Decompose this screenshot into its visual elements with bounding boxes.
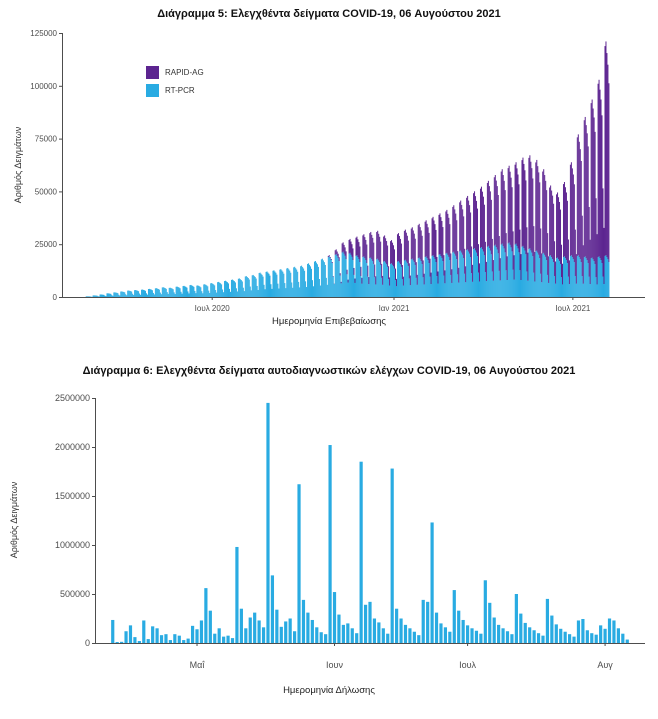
svg-text:Ιουλ 2020: Ιουλ 2020 — [194, 304, 230, 313]
chart5-y-axis-label: Αριθμός Δειγμάτων — [13, 126, 23, 204]
svg-text:500000: 500000 — [59, 589, 90, 599]
svg-text:1500000: 1500000 — [54, 491, 90, 501]
svg-text:Ιουν: Ιουν — [326, 660, 343, 670]
svg-text:Ιουλ 2021: Ιουλ 2021 — [555, 304, 591, 313]
svg-text:Ιουλ: Ιουλ — [459, 660, 477, 670]
svg-text:Αυγ: Αυγ — [597, 660, 613, 670]
svg-text:Μαΐ: Μαΐ — [189, 660, 205, 670]
svg-text:Ιαν 2021: Ιαν 2021 — [378, 304, 410, 313]
chart5-title: Διάγραμμα 5: Ελεγχθέντα δείγματα COVID-19, 06 Αυγούστου 2021 — [157, 8, 501, 20]
legend-swatch-rt-pcr — [146, 84, 159, 97]
rapid-ag-bars — [328, 41, 610, 286]
chart5-plot — [0, 0, 658, 340]
svg-text:0: 0 — [52, 293, 57, 302]
svg-text:25000: 25000 — [34, 240, 57, 250]
chart6-plot — [0, 345, 658, 719]
svg-text:2500000: 2500000 — [54, 393, 90, 403]
svg-text:100000: 100000 — [30, 81, 57, 91]
chart5-legend — [146, 66, 204, 97]
chart6-y-axis-label: Αριθμός Δειγμάτων — [9, 481, 19, 559]
svg-text:2000000: 2000000 — [54, 442, 90, 452]
legend-item-rapid-ag — [146, 66, 204, 79]
legend-label-rapid-ag: RAPID-AG — [165, 68, 204, 77]
svg-text:0: 0 — [84, 638, 90, 648]
legend-label-rt-pcr: RT-PCR — [165, 86, 195, 95]
selftest-bars — [111, 403, 629, 643]
svg-text:1000000: 1000000 — [54, 540, 90, 550]
legend-item-rt-pcr — [146, 84, 204, 97]
legend-swatch-rapid-ag — [146, 66, 159, 79]
chart5-x-axis-label: Ημερομηνία Επιβεβαίωσης — [272, 316, 386, 327]
chart6-title: Διάγραμμα 6: Ελεγχθέντα δείγματα αυτοδιαγνωστικών ελέγχων COVID-19, 06 Αυγούστου 2021 — [82, 365, 576, 377]
svg-text:75000: 75000 — [34, 134, 57, 144]
chart6-x-axis-label: Ημερομηνία Δήλωσης — [283, 685, 375, 696]
svg-text:50000: 50000 — [34, 187, 57, 197]
svg-text:125000: 125000 — [30, 29, 57, 38]
